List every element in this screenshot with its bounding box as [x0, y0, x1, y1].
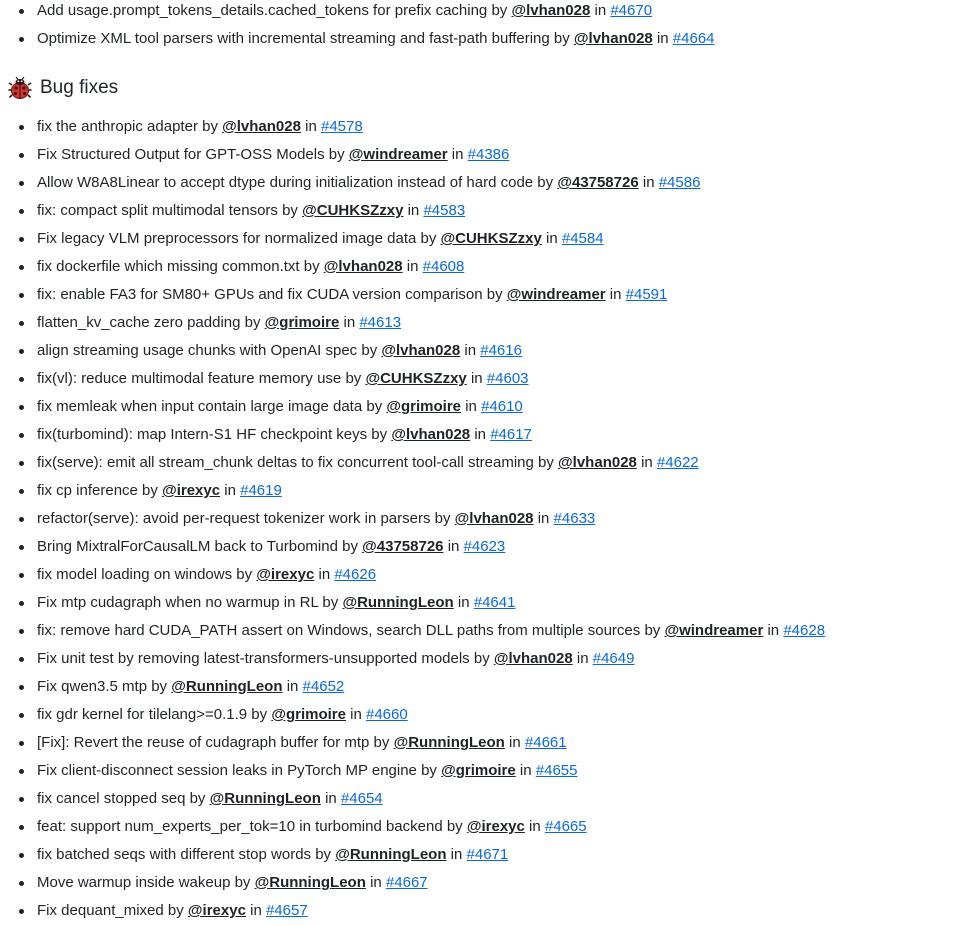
item-description: align streaming usage chunks with OpenAI spec by: [37, 342, 378, 359]
item-description: fix cancel stopped seq by: [37, 790, 206, 807]
connector-text: in: [767, 622, 780, 639]
author-link[interactable]: @RunningLeon: [254, 874, 366, 891]
author-link[interactable]: @irexyc: [466, 818, 525, 835]
item-description: fix: compact split multimodal tensors by: [37, 202, 298, 219]
connector-text: in: [656, 30, 669, 47]
connector-text: in: [457, 594, 470, 611]
item-description: flatten_kv_cache zero padding by: [37, 314, 261, 331]
list-item: [0, 449, 953, 477]
pull-request-link[interactable]: #4578: [321, 118, 363, 135]
connector-text: in: [286, 678, 299, 695]
list-item: [0, 869, 953, 897]
bullet-icon: [19, 769, 24, 774]
connector-text: in: [546, 230, 558, 247]
connector-text: in: [406, 258, 419, 275]
list-item: [0, 505, 953, 533]
list-item: [0, 757, 953, 785]
pull-request-link[interactable]: #4584: [561, 230, 604, 247]
author-link[interactable]: @grimoire: [441, 762, 516, 779]
list-item: [0, 337, 953, 365]
bullet-icon: [19, 825, 24, 830]
author-link[interactable]: @lvhan028: [381, 342, 461, 359]
list-item: [0, 533, 953, 561]
author-link[interactable]: @RunningLeon: [393, 734, 505, 751]
connector-text: in: [318, 566, 331, 583]
author-link[interactable]: @43758726: [362, 538, 444, 555]
list-item: [0, 617, 953, 645]
bullet-icon: [19, 37, 24, 42]
connector-text: in: [470, 370, 483, 387]
bullet-icon: [19, 321, 24, 326]
pull-request-link[interactable]: #4613: [359, 314, 402, 331]
item-description: Fix client-disconnect session leaks in PyTorch MP engine by: [37, 762, 437, 779]
bullet-icon: [19, 573, 24, 578]
pull-request-link[interactable]: #4667: [385, 874, 428, 891]
list-item: [0, 897, 953, 925]
item-description: Bring MixtralForCausalLM back to Turbomind by: [37, 538, 358, 555]
item-description: fix model loading on windows by: [37, 566, 253, 583]
author-link[interactable]: @lvhan028: [454, 510, 534, 527]
author-link[interactable]: @windreamer: [506, 286, 606, 303]
bullet-icon: [19, 881, 24, 886]
connector-text: in: [529, 818, 541, 835]
author-link[interactable]: @lvhan028: [511, 2, 591, 19]
bullet-icon: [19, 685, 24, 690]
pull-request-link[interactable]: #4619: [240, 482, 282, 499]
list-item: [0, 561, 953, 589]
bullet-icon: [19, 489, 24, 494]
bullet-icon: [19, 713, 24, 718]
list-item: [0, 25, 953, 53]
pull-request-link[interactable]: #4641: [473, 594, 516, 611]
connector-text: in: [464, 342, 477, 359]
list-item: [0, 729, 953, 757]
pull-request-link[interactable]: #4591: [625, 286, 668, 303]
connector-text: in: [465, 398, 477, 415]
list-item: [0, 281, 953, 309]
section-title: Bug fixes: [40, 77, 119, 98]
item-description: Fix dequant_mixed by: [37, 902, 184, 919]
list-item: [0, 169, 953, 197]
item-description: Fix mtp cudagraph when no warmup in RL by: [37, 594, 339, 611]
author-link[interactable]: @lvhan028: [493, 650, 573, 667]
list-item: [0, 393, 953, 421]
author-link[interactable]: @RunningLeon: [171, 678, 283, 695]
bullet-icon: [19, 237, 24, 242]
connector-text: in: [370, 874, 382, 891]
item-description: fix gdr kernel for tilelang>=0.1.9 by: [37, 706, 268, 723]
connector-text: in: [305, 118, 317, 135]
author-link[interactable]: @CUHKSZzxy: [365, 370, 467, 387]
item-description: fix(turbomind): map Intern-S1 HF checkpoint keys by: [37, 426, 388, 443]
item-description: fix: enable FA3 for SM80+ GPUs and fix CUDA version comparison by: [37, 286, 503, 303]
pull-request-link[interactable]: #4671: [466, 846, 509, 863]
item-description: refactor(serve): avoid per-request tokenizer work in parsers by: [37, 510, 451, 527]
connector-text: in: [343, 314, 356, 331]
pull-request-link[interactable]: #4610: [481, 398, 523, 415]
bullet-icon: [19, 181, 24, 186]
author-link[interactable]: @irexyc: [256, 566, 315, 583]
connector-text: in: [576, 650, 589, 667]
bullet-icon: [19, 909, 24, 914]
bullet-icon: [19, 377, 24, 382]
pull-request-link[interactable]: #4623: [463, 538, 506, 555]
list-item: [0, 421, 953, 449]
bullet-icon: [19, 209, 24, 214]
bullet-icon: [19, 657, 24, 662]
pull-request-link[interactable]: #4660: [366, 706, 408, 723]
author-link[interactable]: @irexyc: [187, 902, 246, 919]
connector-text: in: [350, 706, 362, 723]
feature-list: [0, 0, 953, 53]
list-item: [0, 113, 953, 141]
pull-request-link[interactable]: #4586: [658, 174, 701, 191]
bullet-icon: [19, 629, 24, 634]
list-item: [0, 785, 953, 813]
list-item: [0, 141, 953, 169]
connector-text: in: [537, 510, 550, 527]
item-description: Fix Structured Output for GPT-OSS Models by: [37, 146, 345, 163]
bullet-icon: [19, 265, 24, 270]
pull-request-link[interactable]: #4652: [302, 678, 345, 695]
item-description: fix: remove hard CUDA_PATH assert on Windows, search DLL paths from multiple sources by: [37, 622, 661, 639]
list-item: [0, 589, 953, 617]
author-link[interactable]: @windreamer: [664, 622, 764, 639]
pull-request-link[interactable]: #4628: [783, 622, 826, 639]
pull-request-link[interactable]: #4626: [334, 566, 377, 583]
author-link[interactable]: @grimoire: [264, 314, 340, 331]
bullet-icon: [19, 433, 24, 438]
item-description: fix dockerfile which missing common.txt by: [37, 258, 320, 275]
list-item: [0, 0, 953, 25]
item-description: Move warmup inside wakeup by: [37, 874, 251, 891]
connector-text: in: [474, 426, 487, 443]
author-link[interactable]: @43758726: [557, 174, 639, 191]
author-link[interactable]: @grimoire: [386, 398, 462, 415]
pull-request-link[interactable]: #4617: [490, 426, 532, 443]
bullet-icon: [19, 405, 24, 410]
item-description: fix(serve): emit all stream_chunk deltas to fix concurrent tool-call streaming by: [37, 454, 554, 471]
list-item: [0, 813, 953, 841]
list-item: [0, 701, 953, 729]
author-link[interactable]: @irexyc: [162, 482, 221, 499]
pull-request-link[interactable]: #4670: [610, 2, 653, 19]
list-item: [0, 645, 953, 673]
pull-request-link[interactable]: #4665: [544, 818, 587, 835]
pull-request-link[interactable]: #4616: [480, 342, 522, 359]
item-description: Fix unit test by removing latest-transformers-unsupported models by: [37, 650, 490, 667]
bullet-icon: [19, 461, 24, 466]
connector-text: in: [509, 734, 521, 751]
connector-text: in: [325, 790, 337, 807]
bullet-icon: [19, 349, 24, 354]
author-link[interactable]: @lvhan028: [323, 258, 403, 275]
pull-request-link[interactable]: #4583: [423, 202, 466, 219]
author-link[interactable]: @lvhan028: [222, 118, 301, 135]
author-link[interactable]: @CUHKSZzxy: [302, 202, 404, 219]
bullet-icon: [19, 601, 24, 606]
item-description: Optimize XML tool parsers with incremental streaming and fast-path buffering by: [37, 30, 570, 47]
author-link[interactable]: @windreamer: [348, 146, 448, 163]
author-link[interactable]: @lvhan028: [391, 426, 471, 443]
item-description: fix the anthropic adapter by: [37, 118, 218, 135]
item-description: fix memleak when input contain large image data by: [37, 398, 383, 415]
list-item: [0, 365, 953, 393]
bullet-icon: [19, 9, 24, 14]
connector-text: in: [594, 2, 607, 19]
connector-text: in: [642, 174, 655, 191]
bullet-icon: [19, 741, 24, 746]
bullet-icon: [19, 853, 24, 858]
list-item: [0, 673, 953, 701]
pull-request-link[interactable]: #4649: [592, 650, 635, 667]
item-description: [Fix]: Revert the reuse of cudagraph buffer for mtp by: [37, 734, 390, 751]
author-link[interactable]: @RunningLeon: [335, 846, 447, 863]
bullet-icon: [19, 125, 24, 130]
item-description: Allow W8A8Linear to accept dtype during initialization instead of hard code by: [37, 174, 554, 191]
connector-text: in: [407, 202, 420, 219]
bullet-icon: [19, 545, 24, 550]
connector-text: in: [447, 538, 460, 555]
pull-request-link[interactable]: #4603: [486, 370, 529, 387]
pull-request-link[interactable]: #4386: [467, 146, 510, 163]
list-item: [0, 253, 953, 281]
author-link[interactable]: @grimoire: [271, 706, 346, 723]
item-description: fix cp inference by: [37, 482, 158, 499]
pull-request-link[interactable]: #4655: [535, 762, 578, 779]
pull-request-link[interactable]: #4661: [524, 734, 567, 751]
item-description: Fix legacy VLM preprocessors for normalized image data by: [37, 230, 437, 247]
pull-request-link[interactable]: #4664: [672, 30, 715, 47]
pull-request-link[interactable]: #4608: [422, 258, 465, 275]
author-link[interactable]: @CUHKSZzxy: [440, 230, 542, 247]
pull-request-link[interactable]: #4654: [340, 790, 383, 807]
bullet-icon: [19, 797, 24, 802]
list-item: [0, 841, 953, 869]
connector-text: in: [224, 482, 236, 499]
list-item: [0, 309, 953, 337]
bullet-icon: [19, 153, 24, 158]
pull-request-link[interactable]: #4633: [553, 510, 596, 527]
list-item: [0, 197, 953, 225]
bullet-icon: [19, 293, 24, 298]
pull-request-link[interactable]: #4622: [656, 454, 699, 471]
author-link[interactable]: @RunningLeon: [342, 594, 454, 611]
item-description: Fix qwen3.5 mtp by: [37, 678, 168, 695]
connector-text: in: [641, 454, 653, 471]
pull-request-link[interactable]: #4657: [265, 902, 308, 919]
item-description: Add usage.prompt_tokens_details.cached_tokens for prefix caching by: [37, 2, 508, 19]
item-description: fix(vl): reduce multimodal feature memory use by: [37, 370, 362, 387]
bullet-icon: [19, 517, 24, 522]
bug-fixes-heading: [8, 73, 118, 103]
author-link[interactable]: @RunningLeon: [209, 790, 321, 807]
bug-fixes-list: [0, 113, 953, 925]
connector-text: in: [609, 286, 622, 303]
connector-text: in: [519, 762, 532, 779]
author-link[interactable]: @lvhan028: [558, 454, 637, 471]
list-item: [0, 225, 953, 253]
item-description: fix batched seqs with different stop words by: [37, 846, 332, 863]
connector-text: in: [451, 146, 464, 163]
connector-text: in: [250, 902, 262, 919]
list-item: [0, 477, 953, 505]
connector-text: in: [450, 846, 463, 863]
author-link[interactable]: @lvhan028: [573, 30, 653, 47]
item-description: feat: support num_experts_per_tok=10 in turbomind backend by: [37, 818, 463, 835]
ladybug-icon: [8, 76, 32, 100]
